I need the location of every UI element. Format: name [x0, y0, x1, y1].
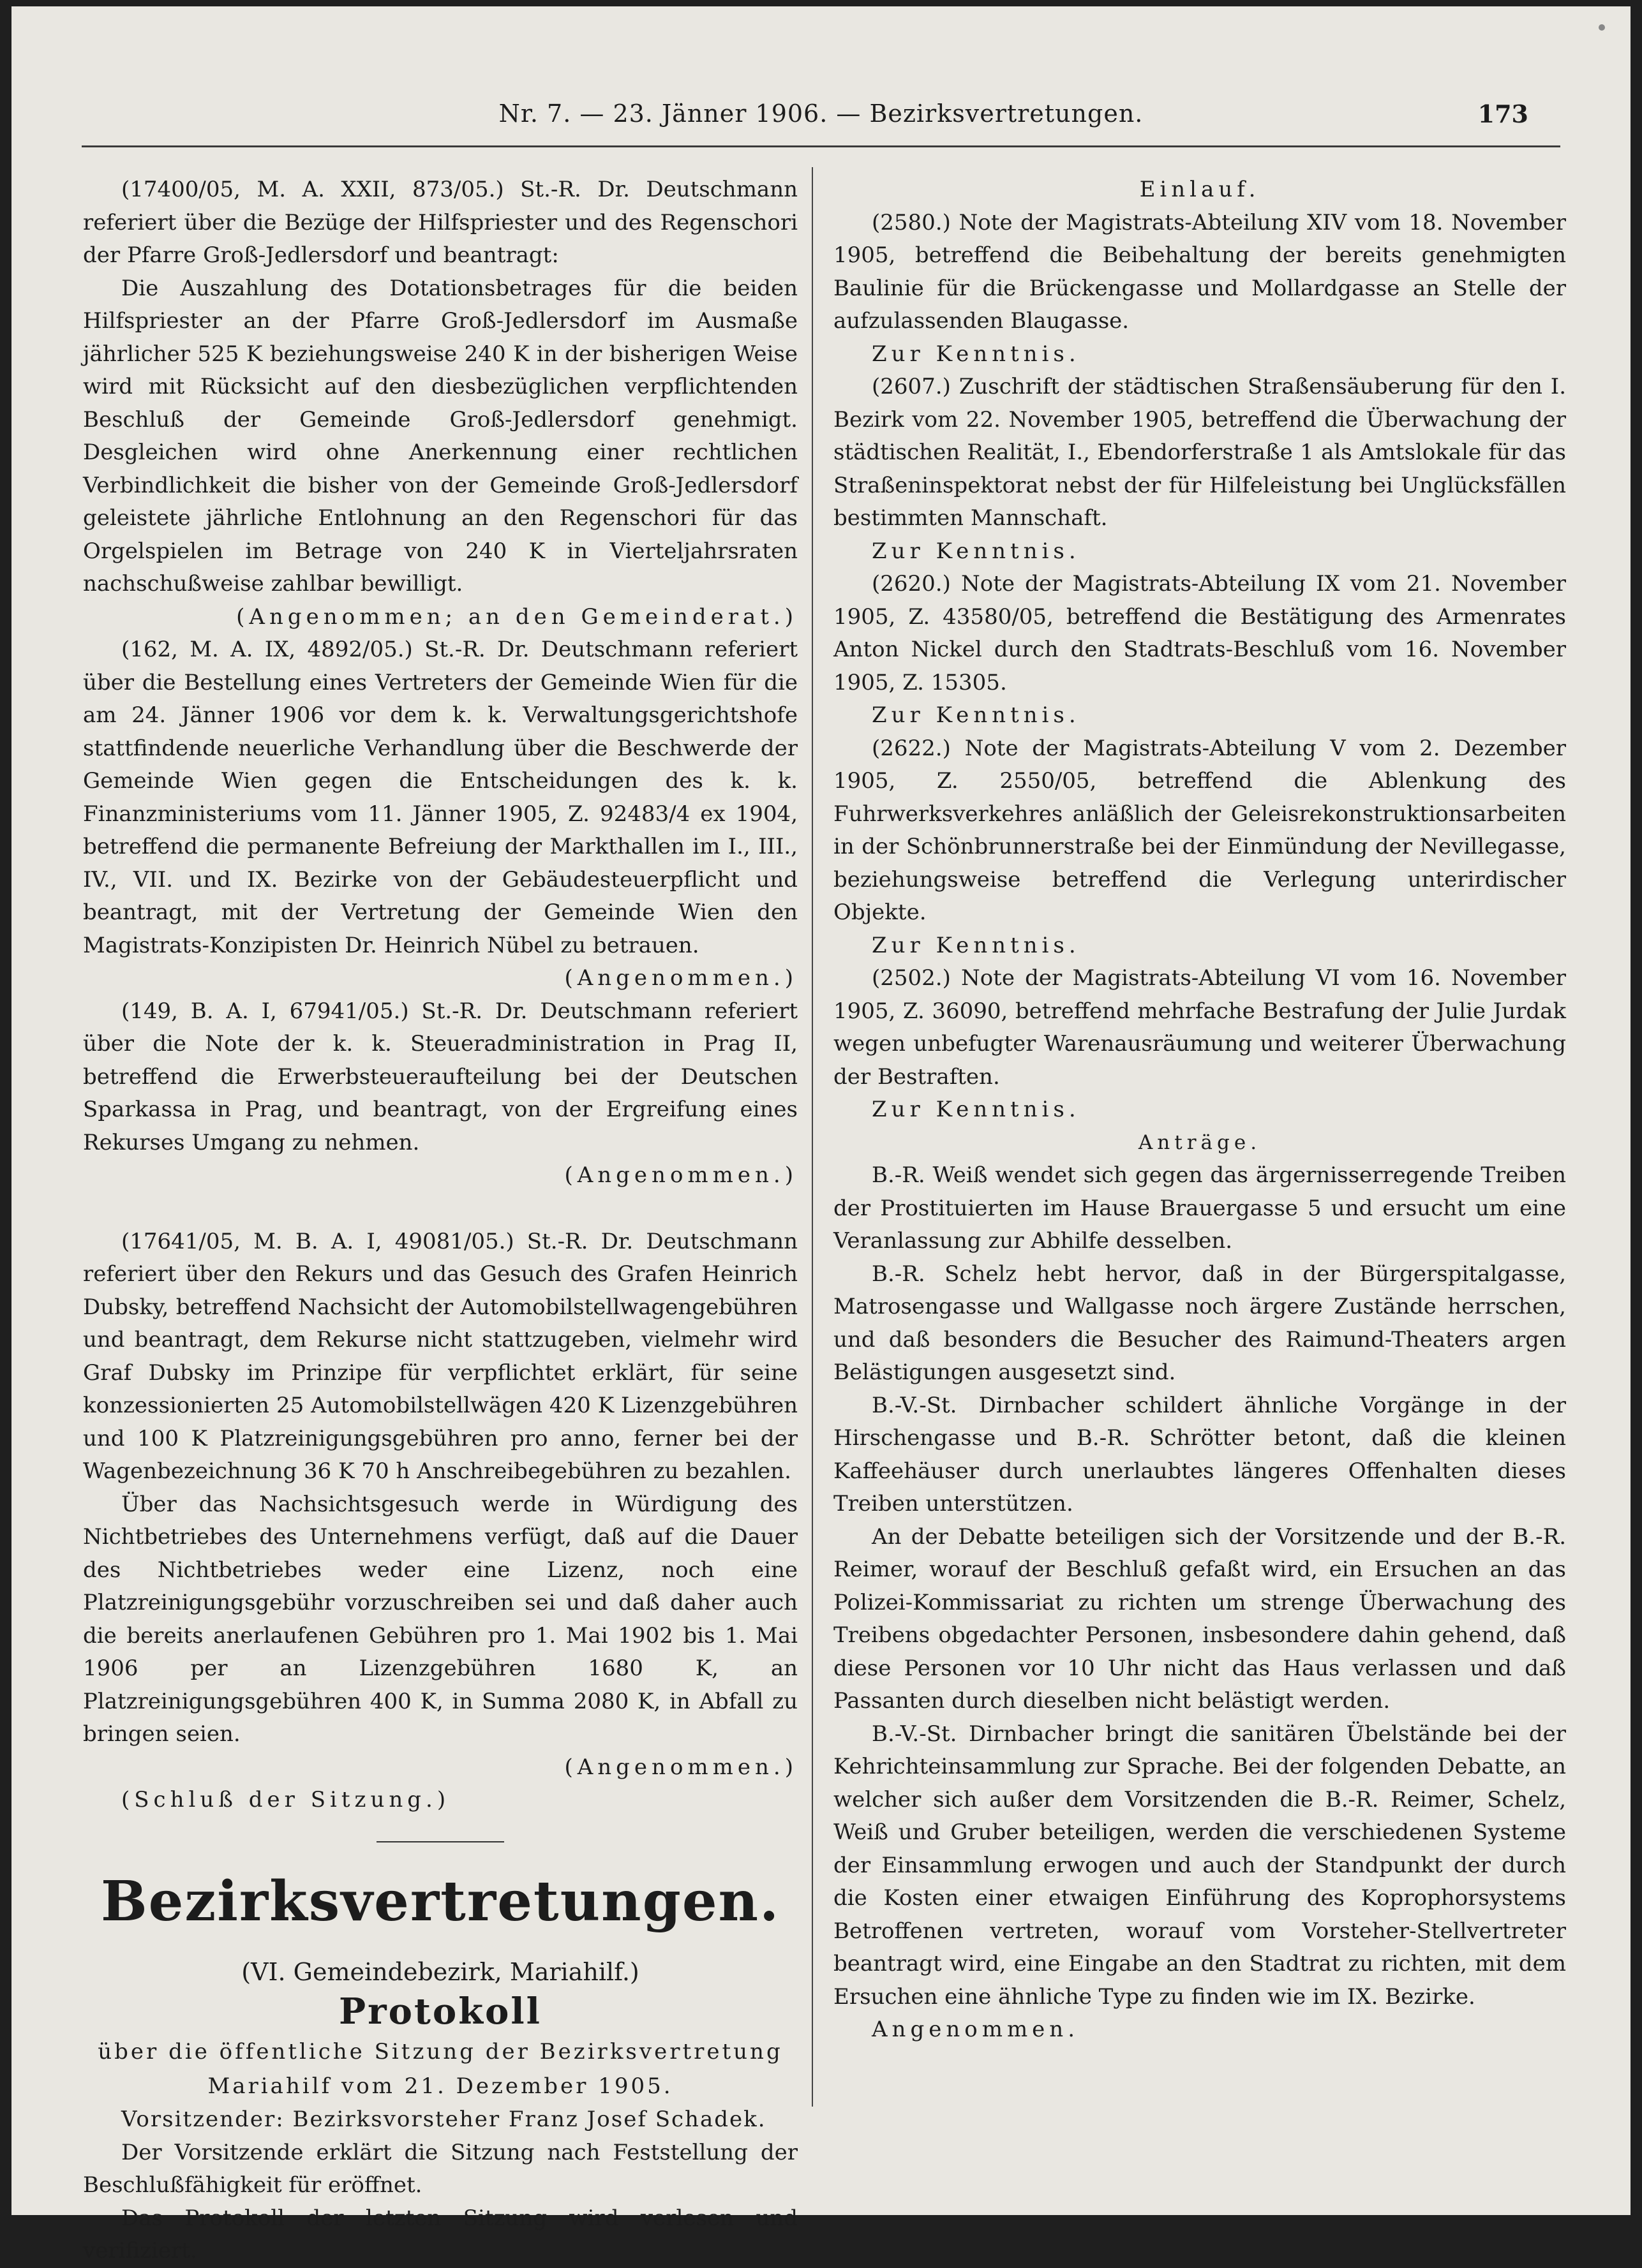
paragraph-162: (162, M. A. IX, 4892/05.) St.-R. Dr. Deutschmann referiert über die Bestellung eines Vertreters der Gemeinde Wien für die am 24. Jänner 1906 vor dem k. k. Verwaltungsgerichtshofe stattfindende neuerliche Verhandlung über die Beschwerde der Gemeinde Wien gegen die Entscheidungen des k. k. Finanzministeriums vom 11. Jänner 1905, Z. 92483/4 ex 1904, betreffend die permanente Befreiung der Markthallen im I., III., IV., VII. und IX. Bezirke von der Gebäudesteuerpflicht und beantragt, mit der Vertretung der Gemeinde Wien den Magistrats-Konzipisten Dr. Heinrich Nübel zu betrauen. — [83, 637, 798, 958]
section-divider — [377, 1841, 504, 1842]
motion-dirnbacher: B.-V.-St. Dirnbacher schildert ähnliche Vorgänge in der Hirschengasse und B.-R. Schrötter betont, daß die kleinen Kaffeehäuser durch unerlaubtes längeres Offenhalten dieses Treiben unterstützen. — [833, 1392, 1566, 1516]
motion-weiss: B.-R. Weiß wendet sich gegen das ärgernisserregende Treiben der Prostituierten im Hause Brauergasse 5 und ersucht um eine Veranlassung zur Abhilfe desselben. — [833, 1162, 1566, 1254]
paragraph-dotation: Die Auszahlung des Dotationsbetrages für die beiden Hilfspriester an der Pfarre Groß-Jedlersdorf im Ausmaße jährlicher 525 K beziehungsweise 240 K in der bisherigen Weise wird mit Rücksicht auf den diesbezüglichen verpflichtenden Beschluß der Gemeinde Groß-Jedlersdorf genehmigt. Desgleichen wird ohne Anerkennung einer rechtlichen Verbindlichkeit die bisher von der Gemeinde Groß-Jedlersdorf geleistete jährliche Entlohnung an den Regenschori für das Orgelspielen im Betrage von 240 K in Vierteljahrsraten nachschußweise zahlbar bewilligt. — [83, 275, 798, 597]
entry-2580: (2580.) Note der Magistrats-Abteilung XIV vom 18. November 1905, betreffend die Beibehaltung der bereits genehmigten Baulinie für die Brückengasse und Mollardgasse an Stelle der aufzulassenden Blaugasse. — [833, 209, 1566, 334]
minutes-paragraph: Das Protokoll der letzten Sitzung wird verlesen und verifiziert. — [83, 2205, 798, 2264]
motion-kehricht-decision: Angenommen. — [872, 2017, 1080, 2042]
chair-line: Vorsitzender: Bezirksvorsteher Franz Josef Schadek. — [121, 2107, 766, 2132]
running-head: Nr. 7. — 23. Jänner 1906. — Bezirksvertretungen. — [498, 100, 1144, 128]
decision-gemeinderat: (Angenommen; an den Gemeinderat.) — [236, 604, 798, 630]
header-rule — [82, 145, 1560, 154]
paragraph-17400: (17400/05, M. A. XXII, 873/05.) St.-R. Dr. Deutschmann referiert über die Bezüge der Hilfspriester und des Regenschori der Pfarre Groß-Jedlersdorf und beantragt: — [83, 177, 798, 268]
paragraph-17641: (17641/05, M. B. A. I, 49081/05.) St.-R. Dr. Deutschmann referiert über den Rekurs und das Gesuch des Grafen Heinrich Dubsky, betreffend Nachsicht der Automobilstellwagengebühren und beantragt, dem Rekurse nicht stattzugeben, vielmehr wird Graf Dubsky im Prinzipe für verpflichtet erklärt, für seine konzessionierten 25 Automobilstellwägen 420 K Lizenzgebühren und 100 K Platzreinigungsgebühren pro anno, ferner bei der Wagenbezeichnung 36 K 70 h Anschreibegebühren zu bezahlen. — [83, 1228, 798, 1484]
page-header — [11, 94, 1631, 133]
entry-2502-decision: Zur Kenntnis. — [872, 1097, 1080, 1122]
newspaper-page — [11, 6, 1631, 2264]
motion-debatte: An der Debatte beteiligen sich der Vorsitzende und der B.-R. Reimer, worauf der Beschluß gefaßt wird, ein Ersuchen an das Polizei-Kommissariat zu richten um strenge Überwachung des Treibens obgedachter Personen, insbesondere dahin gehend, daß diese Personen vor 10 Uhr nicht das Haus verlassen und daß Passanten durch dieselben nicht belästigt werden. — [833, 1523, 1566, 1714]
decision-angenommen-1: (Angenommen.) — [564, 965, 798, 991]
session-line-1: über die öffentliche Sitzung der Bezirksvertretung — [98, 2039, 783, 2064]
right-column — [833, 174, 1566, 2047]
protokoll-heading: Protokoll — [339, 1990, 542, 2033]
antraege-heading: Anträge. — [1138, 1130, 1262, 1154]
paragraph-149: (149, B. A. I, 67941/05.) St.-R. Dr. Deutschmann referiert über die Note der k. k. Steueradministration in Prag II, betreffend die Erwerbsteueraufteilung bei der Deutschen Sparkassa in Prag, und beantragt, von der Ergreifung eines Rekurses Umgang zu nehmen. — [83, 998, 798, 1155]
spacer — [83, 1192, 798, 1226]
district-line: (VI. Gemeindebezirk, Mariahilf.) — [241, 1957, 639, 1986]
einlauf-heading: Einlauf. — [1139, 177, 1260, 202]
decision-angenommen-2: (Angenommen.) — [564, 1162, 798, 1188]
entry-2607-decision: Zur Kenntnis. — [872, 538, 1080, 564]
page-number: 173 — [1477, 100, 1528, 128]
entry-2502: (2502.) Note der Magistrats-Abteilung VI vom 16. November 1905, Z. 36090, betreffend mehrfache Bestrafung der Julie Jurdak wegen unbefugter Warenausräumung und weiterer Überwachung der Bestraften. — [833, 965, 1566, 1090]
session-line-2: Mariahilf vom 21. Dezember 1905. — [207, 2073, 673, 2099]
section-title: Bezirksvertretungen. — [100, 1869, 780, 1934]
entry-2620-decision: Zur Kenntnis. — [872, 702, 1080, 728]
entry-2607: (2607.) Zuschrift der städtischen Straßensäuberung für den I. Bezirk vom 22. November 1905, betreffend die Überwachung der städtischen Realität, I., Ebendorferstraße 1 als Amtslokale für das Straßeninspektorat nebst der für Hilfeleistung bei Unglücksfällen bestimmten Mannschaft. — [833, 374, 1566, 531]
motion-schelz: B.-R. Schelz hebt hervor, daß in der Bürgerspitalgasse, Matrosengasse und Wallgasse noch ärgere Zustände herrschen, und daß besonders die Besucher des Raimund-Theaters argen Belästigungen ausgesetzt sind. — [833, 1261, 1566, 1385]
entry-2580-decision: Zur Kenntnis. — [872, 341, 1080, 367]
opening-paragraph: Der Vorsitzende erklärt die Sitzung nach Feststellung der Beschlußfähigkeit für eröffnet. — [83, 2139, 798, 2198]
paragraph-nachsicht: Über das Nachsichtsgesuch werde in Würdigung des Nichtbetriebes des Unternehmens verfügt, daß auf die Dauer des Nichtbetriebes weder eine Lizenz, noch eine Platzreinigungsgebühr vorzuschreiben sei und daß daher auch die bereits anerlaufenen Gebühren pro 1. Mai 1902 bis 1. Mai 1906 per an Lizenzgebühren 1680 K, an Platzreinigungsgebühren 400 K, in Summa 2080 K, in Abfall zu bringen seien. — [83, 1491, 798, 1747]
left-column — [83, 174, 798, 2268]
entry-2622-decision: Zur Kenntnis. — [872, 932, 1080, 958]
entry-2620: (2620.) Note der Magistrats-Abteilung IX vom 21. November 1905, Z. 43580/05, betreffend die Bestätigung des Armenrates Anton Nickel durch den Stadtrats-Beschluß vom 16. November 1905, Z. 15305. — [833, 571, 1566, 695]
paper-speck — [1599, 24, 1605, 31]
session-closing: (Schluß der Sitzung.) — [121, 1787, 451, 1812]
entry-2622: (2622.) Note der Magistrats-Abteilung V vom 2. Dezember 1905, Z. 2550/05, betreffend die Ablenkung des Fuhrwerksverkehres anläßlich der Geleisrekonstruktionsarbeiten in der Schönbrunnerstraße bei der Einmündung der Nevillegasse, beziehungsweise betreffend die Verlegung unterirdischer Objekte. — [833, 735, 1566, 925]
motion-kehricht: B.-V.-St. Dirnbacher bringt die sanitären Übelstände bei der Kehrichteinsammlung zur Sprache. Bei der folgenden Debatte, an welcher sich außer dem Vorsitzenden die B.-R. Reimer, Schelz, Weiß und Gruber beteiligen, werden die verschiedenen Systeme der Einsammlung erwogen und auch der Standpunkt der durch die Kosten einer etwaigen Einführung des Koprophorsystems Betroffenen vertreten, worauf vom Vorsteher-Stellvertreter beantragt wird, eine Eingabe an den Stadtrat zu richten, mit dem Ersuchen eine ähnliche Type zu finden wie im IX. Bezirke. — [833, 1721, 1566, 2010]
column-separator — [812, 167, 813, 2107]
decision-angenommen-3: (Angenommen.) — [564, 1754, 798, 1780]
